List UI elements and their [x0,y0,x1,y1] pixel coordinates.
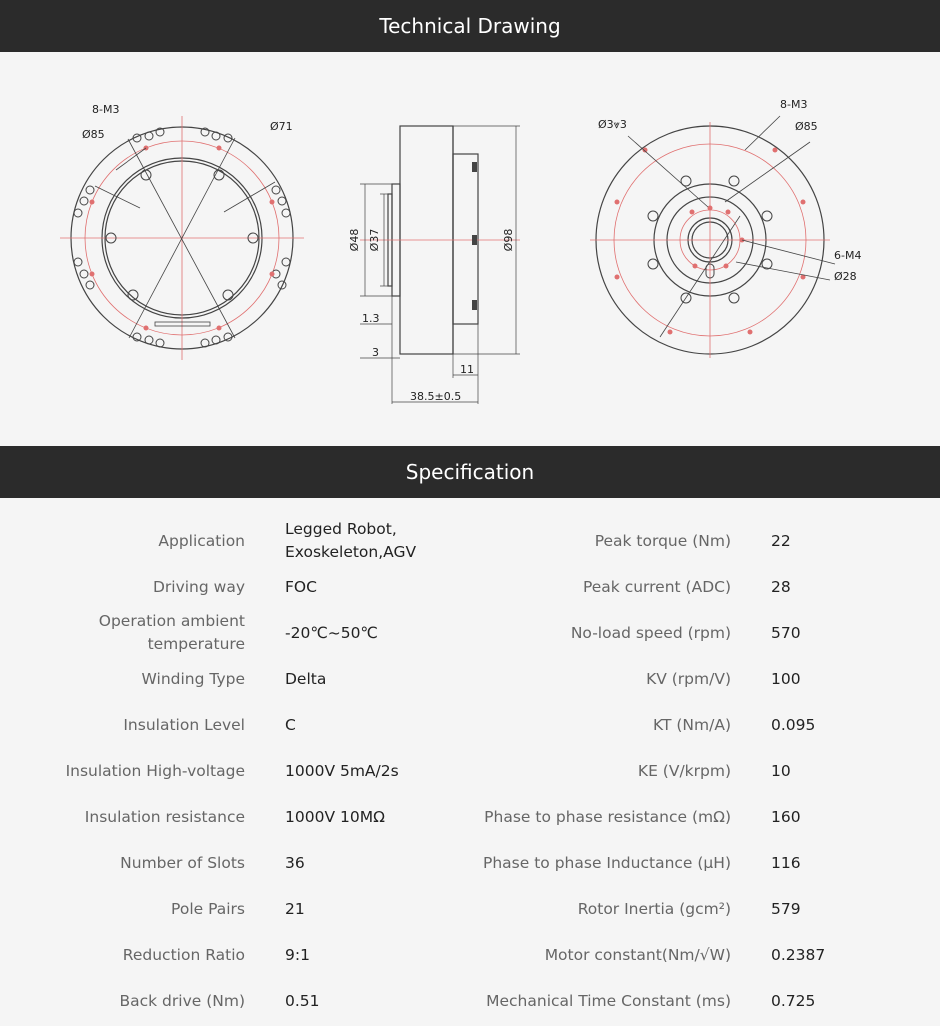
spec-right-label-text: KE (V/krpm) [637,761,731,780]
specification-title: Specification [405,460,535,484]
side-d37-label: Ø37 [368,228,381,252]
spec-right-value-text: 160 [771,808,801,826]
side-11-label: 11 [460,363,474,376]
spec-left-label-text: Operation ambient temperature [98,612,245,653]
spec-left-label [5,748,245,794]
spec-left-value-text: 1000V 5mA/2s [285,761,399,780]
side-view [360,126,520,404]
spec-right-value [771,840,801,886]
spec-left-value [285,564,485,610]
spec-row [0,886,940,932]
spec-right-label-text: No-load speed (rpm) [570,623,731,642]
spec-right-value [771,978,815,1024]
spec-right-label-text: Rotor Inertia (gcm²) [577,899,731,918]
side-38-5-label: 38.5±0.5 [410,390,462,403]
spec-right-label [471,748,731,794]
spec-left-value-text: FOC [285,577,317,596]
spec-left-label-text: Insulation resistance [84,807,245,826]
spec-left-value-text: 36 [285,853,305,872]
spec-left-value [285,840,485,886]
spec-right-value [771,518,791,564]
spec-right-value-text: 0.725 [771,992,816,1010]
side-d48-label: Ø48 [348,228,361,252]
spec-left-label-text: Number of Slots [120,853,245,872]
spec-left-label-text: Winding Type [141,669,245,688]
spec-right-value [771,932,825,978]
spec-right-label [471,610,731,656]
spec-row [0,932,940,978]
spec-right-label [471,978,731,1024]
front-d71-label: Ø71 [270,120,293,133]
spec-left-label [5,656,245,702]
spec-right-label [471,932,731,978]
spec-left-label-text: Reduction Ratio [122,945,245,964]
spec-row [0,978,940,1024]
spec-right-label [471,518,731,564]
spec-left-label-text: Application [158,531,245,550]
technical-drawing-header [0,0,940,52]
side-d98-label: Ø98 [502,228,515,252]
spec-left-value-text: 1000V 10MΩ [285,807,385,826]
spec-left-value [285,610,485,656]
spec-left-label-text: Back drive (Nm) [119,991,245,1010]
back-view [590,116,835,358]
side-3-label: 3 [372,346,379,359]
technical-drawing-svg [0,52,940,446]
spec-right-label-text: Motor constant(Nm/√W) [544,945,731,964]
spec-right-label-text: KV (rpm/V) [646,669,731,688]
spec-left-label [5,702,245,748]
spec-row [0,518,940,564]
technical-drawing-title: Technical Drawing [379,14,561,38]
spec-right-value [771,656,801,702]
spec-right-label-text: Phase to phase Inductance (μH) [483,853,731,872]
spec-right-value-text: 116 [771,854,801,872]
back-d28-label: Ø28 [834,270,857,283]
spec-right-value-text: 579 [771,900,801,918]
technical-drawing [0,52,940,446]
spec-left-value [285,794,485,840]
back-d85-label: Ø85 [795,120,818,133]
spec-left-value-text: Delta [285,669,327,688]
spec-right-value-text: 0.2387 [771,946,826,964]
spec-right-value-text: 10 [771,762,791,780]
spec-row [0,702,940,748]
spec-left-label [5,978,245,1024]
spec-right-value-text: 100 [771,670,801,688]
back-m3-label: 8-M3 [780,98,808,111]
spec-right-label-text: Mechanical Time Constant (ms) [486,991,731,1010]
spec-left-value [285,518,485,564]
spec-right-value [771,886,801,932]
specification-header [0,446,940,498]
spec-left-value-text: 9:1 [285,945,310,964]
spec-right-value-text: 28 [771,578,791,596]
spec-left-label [5,518,245,564]
side-1-3-label: 1.3 [362,312,380,325]
spec-right-label [471,656,731,702]
spec-left-value [285,978,485,1024]
spec-left-value-text: Legged Robot, Exoskeleton,AGV [285,520,417,561]
specification-table [0,498,940,1026]
spec-row [0,840,940,886]
spec-left-label [5,886,245,932]
front-d85-label: Ø85 [82,128,105,141]
back-m4-label: 6-M4 [834,249,862,262]
spec-left-value [285,748,485,794]
spec-left-value [285,702,485,748]
spec-right-label [471,702,731,748]
spec-row [0,564,940,610]
spec-left-label [5,564,245,610]
spec-row [0,656,940,702]
spec-left-value-text: 21 [285,899,305,918]
spec-left-label-text: Insulation Level [123,715,245,734]
spec-right-value [771,748,791,794]
spec-right-value [771,610,801,656]
spec-left-label [5,794,245,840]
spec-row [0,610,940,656]
spec-left-label-text: Pole Pairs [171,899,245,918]
spec-row [0,794,940,840]
back-d3-label: Ø3⩔3 [598,118,627,131]
spec-right-value-text: 570 [771,624,801,642]
spec-right-value [771,702,815,748]
spec-right-value-text: 0.095 [771,716,816,734]
spec-right-label [471,564,731,610]
spec-left-value [285,656,485,702]
spec-left-value-text: C [285,715,296,734]
spec-right-label-text: Phase to phase resistance (mΩ) [484,807,731,826]
spec-left-label [5,610,245,656]
spec-left-label-text: Driving way [152,577,245,596]
spec-row [0,748,940,794]
spec-right-label [471,886,731,932]
spec-left-value-text: -20℃~50℃ [285,623,378,642]
spec-left-label-text: Insulation High-voltage [65,761,245,780]
front-m3-label: 8-M3 [92,103,120,116]
spec-right-value-text: 22 [771,532,791,550]
spec-right-label [471,794,731,840]
spec-left-value [285,932,485,978]
spec-right-value [771,794,801,840]
spec-right-label-text: Peak torque (Nm) [594,531,731,550]
spec-right-label-text: Peak current (ADC) [582,577,731,596]
spec-left-value [285,886,485,932]
spec-right-label-text: KT (Nm/A) [653,715,731,734]
spec-left-value-text: 0.51 [285,991,320,1010]
spec-left-label [5,840,245,886]
spec-right-value [771,564,791,610]
spec-left-label [5,932,245,978]
front-view [60,116,304,360]
spec-right-label [471,840,731,886]
